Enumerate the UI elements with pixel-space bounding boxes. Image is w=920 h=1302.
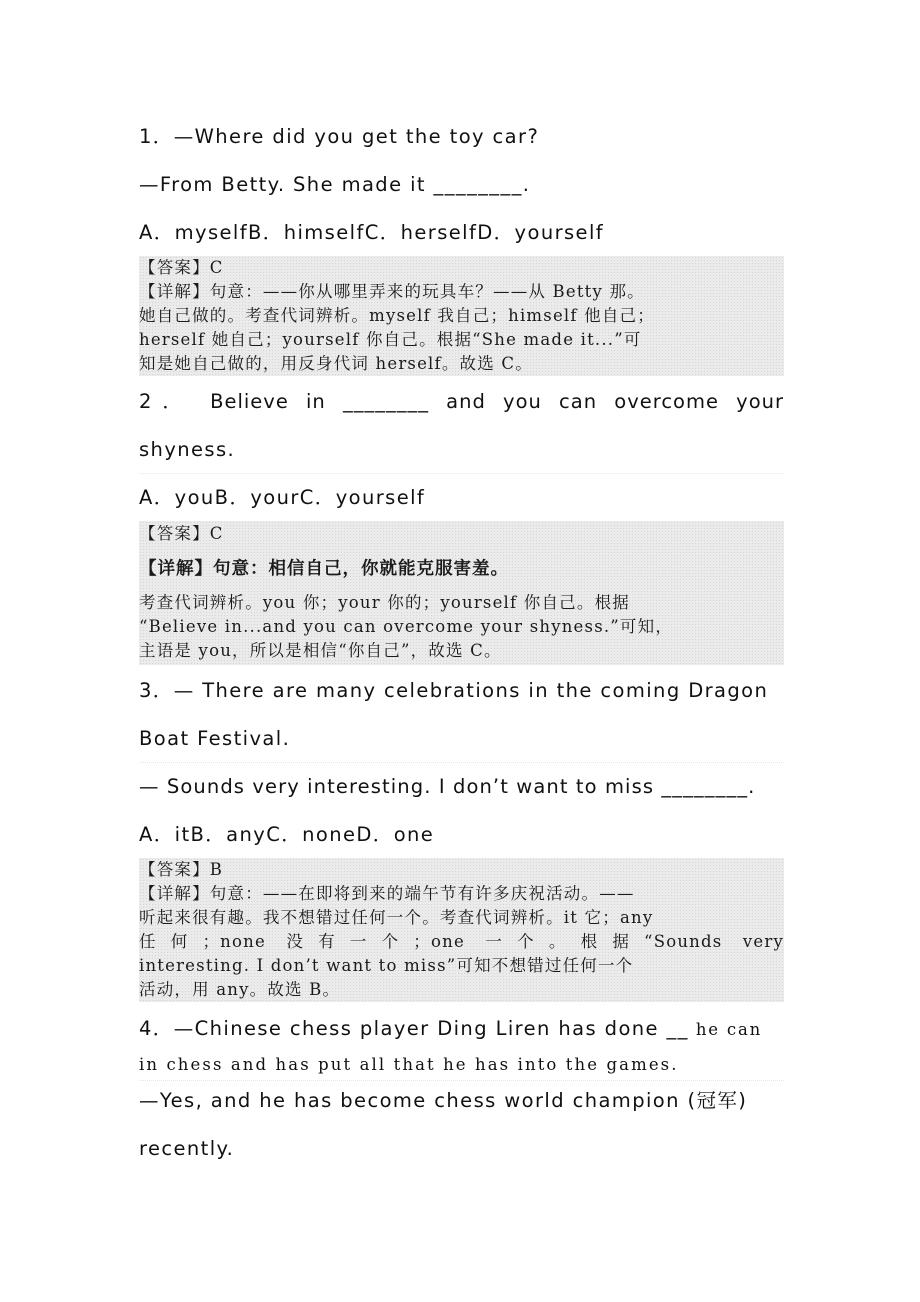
question-1-answer-box (139, 256, 784, 376)
question-4-reply-cont: recently. (139, 1137, 235, 1160)
question-2-options: A．youB．yourC．yourself (139, 486, 426, 509)
question-4-prompt-tail: he can (688, 1020, 763, 1039)
question-4-reply: —Yes, and he has become chess world champion (冠军) (139, 1089, 748, 1112)
question-3-answer-box (139, 858, 784, 1002)
question-2-detail-line: 主语是 you，所以是相信“你自己”，故选 C。 (139, 641, 502, 660)
question-1-detail-line: 【详解】句意：——你从哪里弄来的玩具车？——从 Betty 那。 (139, 282, 645, 301)
question-3-options: A．itB．anyC．noneD．one (139, 823, 435, 846)
question-3-detail-line: interesting. I don’t want to miss”可知不想错过任何一个 (139, 956, 634, 975)
question-4-prompt-main: 4．—Chinese chess player Ding Liren has done __ (139, 1017, 689, 1040)
question-2-detail-line: “Believe in...and you can overcome your shyness.”可知， (139, 617, 674, 636)
question-2-answer: 【答案】C (139, 524, 224, 543)
divider (139, 473, 784, 474)
question-3-detail-line: 任何；none 没有一个；one 一个。根据“Sounds very (139, 932, 784, 951)
question-1-detail-line: herself 她自己；yourself 你自己。根据“She made it...”可 (139, 330, 642, 349)
question-3-reply: — Sounds very interesting. I don’t want to miss ________. (139, 775, 756, 798)
question-4-prompt (139, 1017, 784, 1042)
question-3-detail-line: 【详解】句意：——在即将到来的端午节有许多庆祝活动。—— (139, 884, 635, 903)
question-3-prompt: 3．— There are many celebrations in the coming Dragon (139, 679, 769, 702)
question-1-answer: 【答案】C (139, 258, 224, 277)
question-3-answer: 【答案】B (139, 860, 224, 879)
question-2-detail-line: 考查代词辨析。you 你；your 你的；yourself 你自己。根据 (139, 593, 630, 612)
question-4-prompt-cont: in chess and has put all that he has into the games. (139, 1055, 679, 1074)
question-2-answer-box (139, 521, 784, 665)
question-3-detail-line: 活动，用 any。故选 B。 (139, 980, 341, 999)
question-3-detail-line: 听起来很有趣。我不想错过任何一个。考查代词辨析。it 它；any (139, 908, 654, 927)
question-1-options: A．myselfB．himselfC．herselfD．yourself (139, 221, 605, 244)
question-1-detail-line: 她自己做的。考查代词辨析。myself 我自己；himself 他自己； (139, 306, 655, 325)
divider (139, 762, 784, 763)
question-3-prompt-cont: Boat Festival. (139, 727, 291, 750)
question-1-reply: —From Betty. She made it ________. (139, 173, 531, 196)
question-2-prompt: 2． Believe in ________ and you can overcome your (139, 390, 784, 413)
question-1-detail-line: 知是她自己做的，用反身代词 herself。故选 C。 (139, 354, 533, 373)
question-2-detail-heading: 【详解】句意：相信自己，你就能克服害羞。 (139, 559, 509, 579)
question-2-prompt-cont: shyness. (139, 438, 236, 461)
divider (139, 1080, 784, 1081)
question-1-prompt: 1．—Where did you get the toy car? (139, 125, 540, 148)
